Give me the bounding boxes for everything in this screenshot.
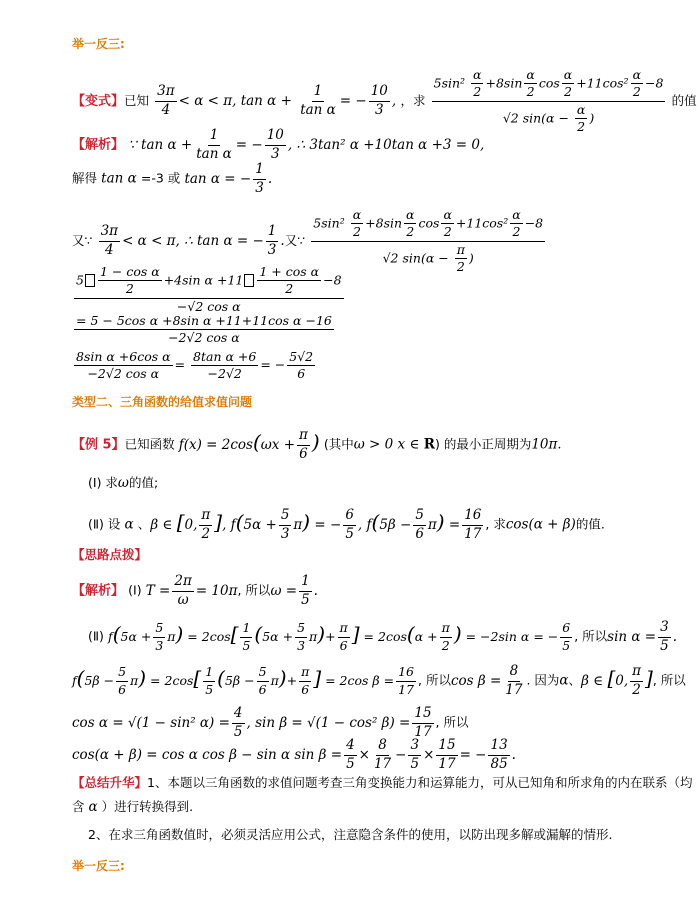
example5-label: 【例 5】 [72,437,125,453]
solution1-label: 【解析】 [72,137,125,153]
variant-prefix: 已知 [124,92,150,108]
summary-p2: 2、在求三角函数值时，必须灵活应用公式，注意隐含条件的使用，以防出现多解或漏解的情形. [88,827,613,842]
hint-heading: 【思路点拨】 [72,547,148,562]
solution2-line1: 【解析】 (Ⅰ) T = $\frac{2\pi}{\omega}$ = 10π, 所以ω = $\frac{1}{5}$ . [72,573,318,608]
section-heading-bottom: 举一反三: [72,859,125,873]
summary-label: 【总结升华】 [72,775,148,790]
summary-text-1: 1、本题以三角函数的求值问题考查三角变换能力和运算能力，可从已知角和所求角的内在联系（均 [147,775,693,790]
section-heading-top: 举一反三: [72,37,125,51]
summary-p1b: 含 α ）进行转换得到. [72,799,194,815]
example5-statement: 【例 5】已知函数 f(x) = 2cos(ωx + $\frac{\pi}{6}$ ) (其中ω > 0 x ∈ R) 的最小正周期为10π. [72,427,562,462]
example5-q1: (Ⅰ) 求ω的值; [88,475,159,491]
solution1-line1: 【解析】 ∵ tan α + $\frac{1}{\text{tan α}}$ = − $\frac{10}{3}$ , ∴ 3tan² α +10tan α +3 = 0, [72,127,485,162]
solution2-label: 【解析】 [72,583,125,599]
variant-suffix: 的值 [671,92,697,108]
summary-p1a [72,776,692,792]
solution1-line2: 解得 tan α =-3 或 tan α = − $\frac{1}{3}$ . [72,161,273,196]
solution1-step3: $\frac{\text{8sin α +6cos α}}{\text{−2√2 cos α}}$ = $\frac{\text{8tan α +6}}{-2√2}$ = − $\frac{5√2}{6}$ [76,349,314,382]
solution2-line5: cos(α + β) = cos α cos β − sin α sin β = $\frac{4}{5}$ × $\frac{8}{17}$ − $\frac{3}{5}$ × $\frac{15}{17}$ = − $\frac{13}{85}$ . [72,737,516,772]
solution2-line3: f(5β − $\frac{5}{6}$ π) = 2cos[ $\frac{1}{5}$ (5β − $\frac{5}{6}$ π)+ $\frac{\pi}{6}$ ] = 2cos β = $\frac{16}{17}$ , 所以cos β = $\frac{8}{17}$ . 因为α、β ∈ [0, $\frac{\pi}{2}$ ], 所以 [72,663,686,698]
variant-problem: 【变式】已知 $\frac{3\pi}{4}$ < α < π, tan α + $\frac{1}{\text{tan α}}$ = − $\frac{10}{3}$ , ，求 5sin² $\frac{\alpha}{2}$ +8sin $\frac{\alpha}{2}$ cos $\frac{\alpha}{2}$ +11cos² $\frac{\alpha}{2}$ −8 √2 sin(α − $\frac{\alpha}{2}$ ) 的值 [72,67,697,135]
example5-q2: (Ⅱ) 设 α 、β ∈ [0, $\frac{\pi}{2}$ ], f(5α + $\frac{5}{3}$ π) = − $\frac{6}{5}$ , f(5β − $\frac{5}{6}$ π) = $\frac{16}{17}$ , 求cos(α + β)的值. [88,507,605,542]
solution1-step1: 5 $\frac{\text{1 − cos α}}{2}$ +4sin α +11 $\frac{\text{1 + cos α}}{2}$ −8 −√2 cos α [76,264,342,314]
type2-heading: 类型二、三角函数的给值求值问题 [72,395,253,409]
solution1-line3: 又∵ $\frac{3\pi}{4}$ < α < π, ∴ tan α = − $\frac{1}{3}$ .又∵ 5sin² $\frac{\alpha}{2}$ +8sin $\frac{\alpha}{2}$ cos $\frac{\alpha}{2}$ +11cos² $\frac{\alpha}{2}$ −8 √2 sin(α − $\frac{\pi}{2}$ ) [72,207,544,275]
solution2-line2: (Ⅱ) f(5α + $\frac{5}{3}$ π) = 2cos[ $\frac{1}{5}$ (5α + $\frac{5}{3}$ π)+ $\frac{\pi}{6}$ ] = 2cos(α + $\frac{\pi}{2}$ ) = −2sin α = − $\frac{6}{5}$ , 所以sin α = $\frac{3}{5}$ . [88,619,678,654]
solution1-step2: $\frac{\text{= 5 − 5cos α +8sin α +11+11cos α −16}}{\text{−2√2 cos α}}$ [76,313,332,346]
variant-label: 【变式】 [72,93,125,109]
solution2-line4: cos α = √(1 − sin² α) = $\frac{4}{5}$ , sin β = √(1 − cos² β) = $\frac{15}{17}$ , 所以 [72,705,469,740]
